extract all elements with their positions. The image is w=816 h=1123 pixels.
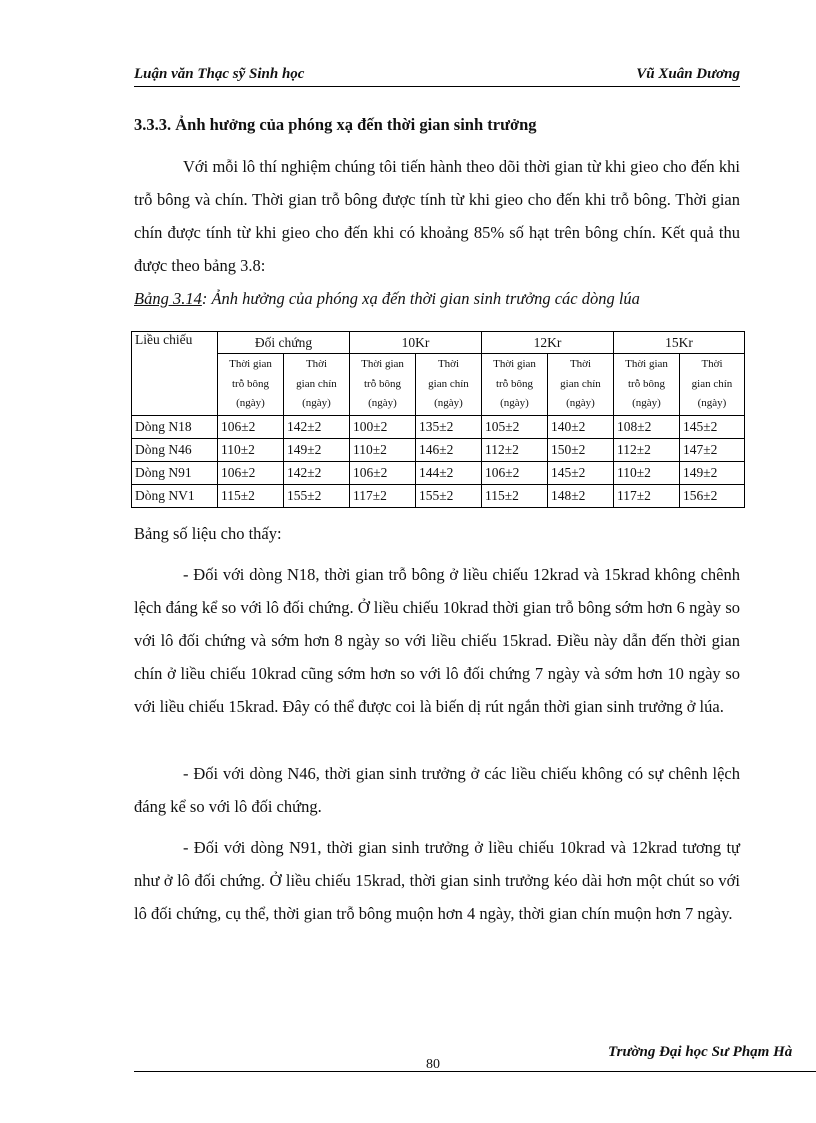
- table-cell: 110±2: [218, 438, 284, 461]
- row-label: Dòng N18: [132, 415, 218, 438]
- table-cell: 106±2: [218, 461, 284, 484]
- table-cell: 106±2: [482, 461, 548, 484]
- subheader-heading-days: Thời gian trỗ bông (ngày): [218, 354, 284, 416]
- group-header-control: Đối chứng: [218, 332, 350, 354]
- table-cell: 149±2: [284, 438, 350, 461]
- table-cell: 155±2: [416, 484, 482, 507]
- table-corner-cell: Liều chiếu: [132, 332, 218, 416]
- page-number: 80: [426, 1057, 440, 1072]
- subheader-heading-days: Thời gian trỗ bông (ngày): [614, 354, 680, 416]
- table-cell: 117±2: [614, 484, 680, 507]
- footer-divider: [134, 1071, 816, 1072]
- table-header-row: [132, 332, 745, 354]
- table-caption-label: Bảng 3.14: [134, 289, 202, 308]
- table-row: [132, 438, 745, 461]
- row-label: Dòng N46: [132, 438, 218, 461]
- table-cell: 115±2: [482, 484, 548, 507]
- table-cell: 112±2: [614, 438, 680, 461]
- table-cell: 142±2: [284, 415, 350, 438]
- subheader-heading-days: Thời gian trỗ bông (ngày): [482, 354, 548, 416]
- table-cell: 145±2: [680, 415, 745, 438]
- table-caption: [134, 289, 640, 309]
- running-header: [134, 66, 740, 87]
- table-cell: 117±2: [350, 484, 416, 507]
- footer-university: Trường Đại học Sư Phạm Hà: [608, 1044, 793, 1060]
- table-cell: 156±2: [680, 484, 745, 507]
- paragraph-n46: - Đối với dòng N46, thời gian sinh trưởng ở các liều chiếu không có sự chênh lệch đáng kể so với lô đối chứng.: [134, 764, 740, 816]
- subheader-ripening-days: Thời gian chín (ngày): [416, 354, 482, 416]
- subheader-ripening-days: Thời gian chín (ngày): [548, 354, 614, 416]
- table-cell: 145±2: [548, 461, 614, 484]
- subheader-ripening-days: Thời gian chín (ngày): [680, 354, 745, 416]
- row-label: Dòng N91: [132, 461, 218, 484]
- table-cell: 147±2: [680, 438, 745, 461]
- group-header-10kr: 10Kr: [350, 332, 482, 354]
- table-cell: 106±2: [218, 415, 284, 438]
- table-row: [132, 461, 745, 484]
- table-cell: 148±2: [548, 484, 614, 507]
- table-row: [132, 484, 745, 507]
- table-subheader-row: [132, 354, 745, 416]
- table-caption-text: : Ảnh hưởng của phóng xạ đến thời gian sinh trưởng các dòng lúa: [201, 289, 640, 308]
- table-cell: 144±2: [416, 461, 482, 484]
- section-title: 3.3.3. Ảnh hưởng của phóng xạ đến thời gian sinh trưởng: [134, 115, 537, 134]
- table-cell: 135±2: [416, 415, 482, 438]
- table-cell: 110±2: [350, 438, 416, 461]
- group-header-12kr: 12Kr: [482, 332, 614, 354]
- table-row: [132, 415, 745, 438]
- growth-time-table: [131, 331, 745, 508]
- table-cell: 108±2: [614, 415, 680, 438]
- table-cell: 150±2: [548, 438, 614, 461]
- group-header-15kr: 15Kr: [614, 332, 745, 354]
- table-cell: 100±2: [350, 415, 416, 438]
- subheader-ripening-days: Thời gian chín (ngày): [284, 354, 350, 416]
- table-cell: 110±2: [614, 461, 680, 484]
- paragraph-n91: - Đối với dòng N91, thời gian sinh trưởng ở liều chiếu 10krad và 12krad tương tự như ở lô đối chứng. Ở liều chiếu 15krad, thời gian sinh trưởng kéo dài hơn một chút so với lô đối chứng, cụ thể, thời gian trỗ bông muộn hơn 4 ngày, thời gian chín muộn hơn 7 ngày.: [134, 838, 740, 923]
- table-cell: 106±2: [350, 461, 416, 484]
- intro-paragraph: Với mỗi lô thí nghiệm chúng tôi tiến hành theo dõi thời gian từ khi gieo cho đến khi trỗ bông và chín. Thời gian trỗ bông được tính từ khi gieo cho đến khi trỗ bông. Thời gian chín được tính từ khi gieo cho đến khi có khoảng 85% số hạt trên bông chín. Kết quả thu được theo bảng 3.8:: [134, 157, 740, 275]
- table-cell: 112±2: [482, 438, 548, 461]
- row-label: Dòng NV1: [132, 484, 218, 507]
- table-summary-lead: Bảng số liệu cho thấy:: [134, 524, 282, 543]
- paragraph-n18: - Đối với dòng N18, thời gian trỗ bông ở liều chiếu 12krad và 15krad không chênh lệch đáng kể so với lô đối chứng. Ở liều chiếu 10krad thời gian trỗ bông sớm hơn 6 ngày so với lô đối chứng và sớm hơn 8 ngày so với liều chiếu 15krad. Điều này dẫn đến thời gian chín ở liều chiếu 10krad cũng sớm hơn so với lô đối chứng 7 ngày và sớm hơn 10 ngày so với liều chiếu 15krad. Đây có thể được coi là biến dị rút ngắn thời gian sinh trưởng ở lúa.: [134, 565, 740, 716]
- table-cell: 115±2: [218, 484, 284, 507]
- subheader-heading-days: Thời gian trỗ bông (ngày): [350, 354, 416, 416]
- table-cell: 105±2: [482, 415, 548, 438]
- table-cell: 140±2: [548, 415, 614, 438]
- header-author: Vũ Xuân Dương: [636, 66, 740, 82]
- table-cell: 142±2: [284, 461, 350, 484]
- table-cell: 155±2: [284, 484, 350, 507]
- table-cell: 146±2: [416, 438, 482, 461]
- header-thesis-title: Luận văn Thạc sỹ Sinh học: [134, 66, 305, 82]
- table-cell: 149±2: [680, 461, 745, 484]
